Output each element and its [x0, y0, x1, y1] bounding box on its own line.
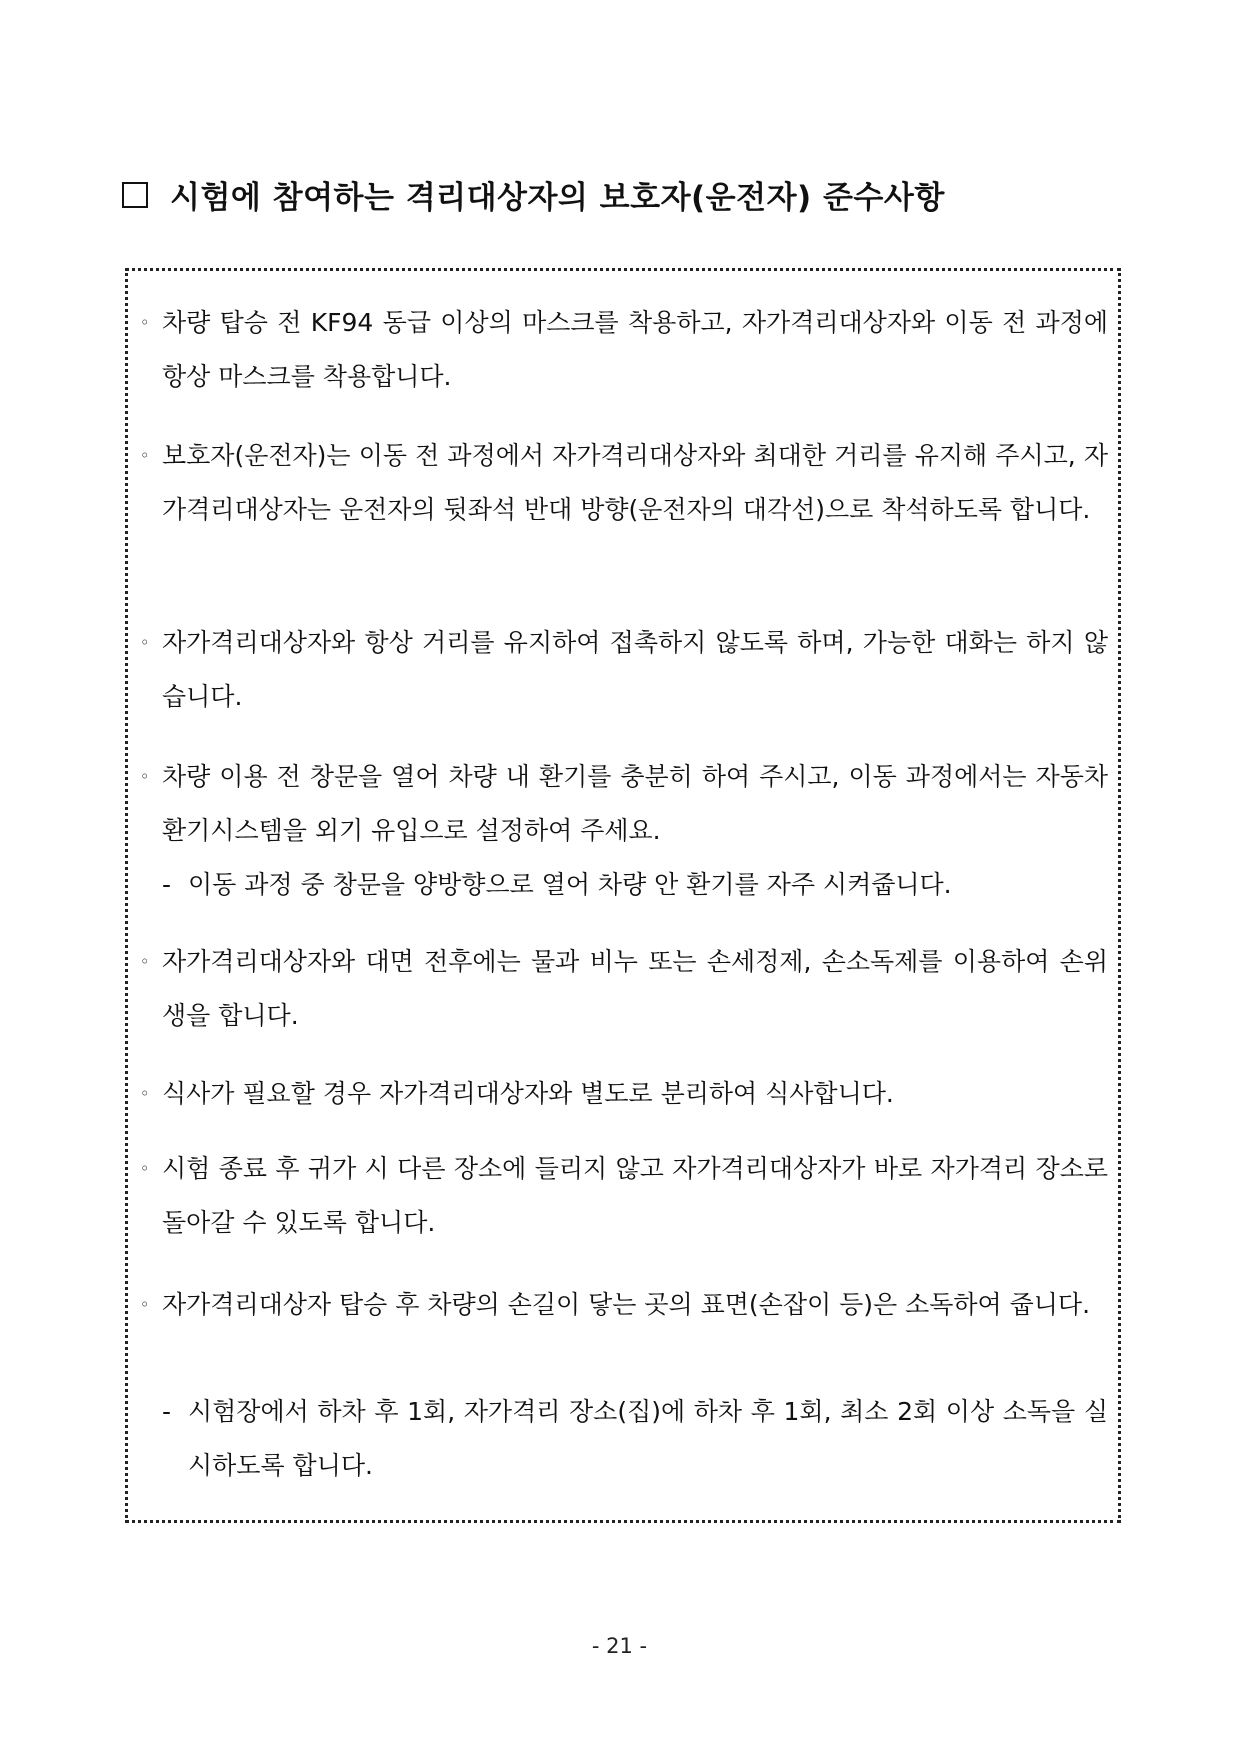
list-item	[140, 296, 1108, 404]
sub-list-item	[162, 858, 1108, 912]
page-number: - 21 -	[591, 1634, 648, 1658]
section-title: 시험에 참여하는 격리대상자의 보호자(운전자) 준수사항	[170, 180, 945, 216]
bullet-icon: ◦	[140, 1084, 150, 1103]
list-item-text: 차량 탑승 전 KF94 동급 이상의 마스크를 착용하고, 자가격리대상자와 이동 전 과정에 항상 마스크를 착용합니다.	[162, 308, 1108, 391]
list-item-text: 식사가 필요할 경우 자가격리대상자와 별도로 분리하여 식사합니다.	[162, 1079, 894, 1108]
list-item-text: 시험 종료 후 귀가 시 다른 장소에 들리지 않고 자가격리대상자가 바로 자가격리 장소로 돌아갈 수 있도록 합니다.	[162, 1154, 1108, 1237]
list-item-text: 차량 이용 전 창문을 열어 차량 내 환기를 충분히 하여 주시고, 이동 과정에서는 자동차 환기시스템을 외기 유입으로 설정하여 주세요.	[162, 762, 1108, 845]
list-item-text: 자가격리대상자와 대면 전후에는 물과 비누 또는 손세정제, 손소독제를 이용하여 손위생을 합니다.	[162, 947, 1108, 1030]
section-heading	[122, 172, 945, 217]
list-item	[140, 750, 1108, 858]
list-item	[140, 616, 1108, 724]
list-item	[140, 1067, 1108, 1121]
sub-list-item	[162, 1385, 1108, 1493]
bullet-icon: ◦	[140, 446, 150, 465]
bullet-icon: ◦	[140, 313, 150, 332]
bullet-icon: ◦	[140, 1295, 150, 1314]
sub-list-item-text: 이동 과정 중 창문을 양방향으로 열어 차량 안 환기를 자주 시켜줍니다.	[188, 870, 952, 899]
list-item-text: 보호자(운전자)는 이동 전 과정에서 자가격리대상자와 최대한 거리를 유지해 주시고, 자가격리대상자는 운전자의 뒷좌석 반대 방향(운전자의 대각선)으로 착석하도록 합니다.	[162, 441, 1108, 524]
list-item-text: 자가격리대상자와 항상 거리를 유지하여 접촉하지 않도록 하며, 가능한 대화는 하지 않습니다.	[162, 628, 1108, 711]
list-item	[140, 935, 1108, 1043]
bullet-icon: ◦	[140, 767, 150, 786]
empty-square-icon	[122, 182, 148, 208]
bullet-icon: ◦	[140, 1159, 150, 1178]
dash-icon: -	[162, 870, 172, 899]
list-item	[140, 1142, 1108, 1250]
bullet-icon: ◦	[140, 952, 150, 971]
bullet-icon: ◦	[140, 633, 150, 652]
dash-icon: -	[162, 1397, 172, 1426]
sub-list-item-text: 시험장에서 하차 후 1회, 자가격리 장소(집)에 하차 후 1회, 최소 2회 이상 소독을 실시하도록 합니다.	[188, 1397, 1108, 1480]
list-item-text: 자가격리대상자 탑승 후 차량의 손길이 닿는 곳의 표면(손잡이 등)은 소독하여 줍니다.	[162, 1290, 1091, 1319]
list-item	[140, 429, 1108, 537]
list-item	[140, 1278, 1108, 1332]
